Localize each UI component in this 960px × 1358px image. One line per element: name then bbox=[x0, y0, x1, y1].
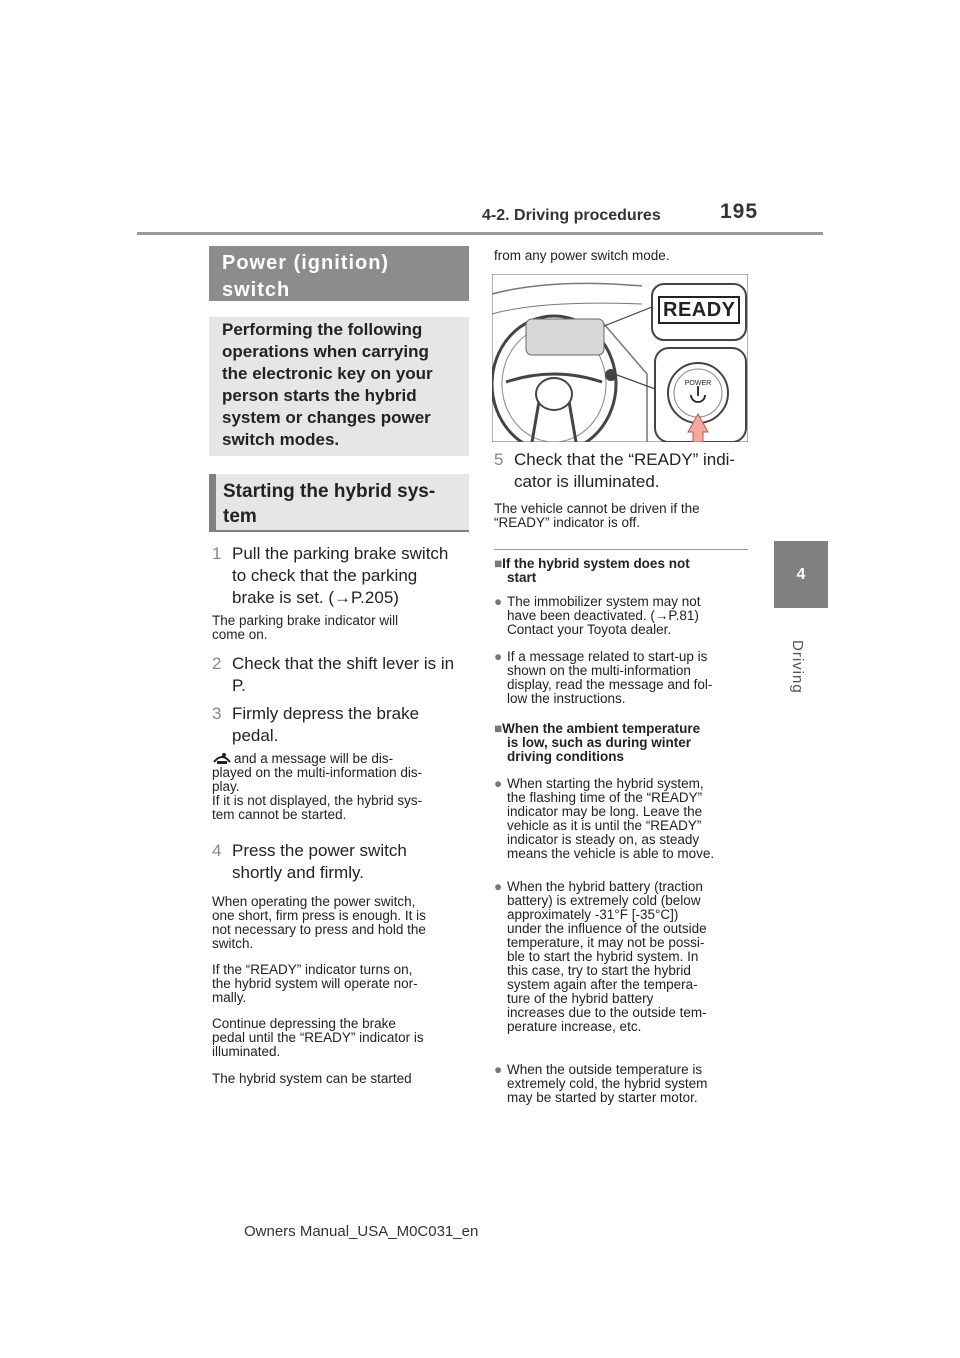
step-4-note-b: If the “READY” indicator turns on, the hybrid system will operate nor- mally. bbox=[212, 962, 418, 1005]
subsection-rule bbox=[209, 530, 469, 532]
section-heading: Power (ignition) switch bbox=[222, 252, 390, 301]
subsection-heading: Starting the hybrid sys- tem bbox=[223, 481, 436, 527]
chapter-tab-number: 4 bbox=[774, 541, 828, 608]
header-rule bbox=[137, 232, 823, 235]
note-heading-low-temp: ■When the ambient temperature is low, such as during winter driving conditions bbox=[494, 721, 701, 764]
dashboard-illustration bbox=[492, 274, 748, 442]
step-4-note-a: When operating the power switch, one short, firm press is enough. It is not necessary to press and hold the switch. bbox=[212, 894, 426, 951]
step-4-note-d: The hybrid system can be started bbox=[212, 1071, 412, 1086]
ready-indicator-label: READY bbox=[663, 299, 736, 321]
power-switch-label: POWER bbox=[684, 380, 712, 387]
step-3-note: and a message will be dis- played on the multi-information dis- play. If it is not displayed, the hybrid sys- tem cannot be started. bbox=[212, 751, 423, 822]
step-1-note: The parking brake indicator will come on. bbox=[212, 613, 399, 642]
section-title: 4-2. Driving procedures bbox=[482, 207, 661, 224]
page-number: 195 bbox=[720, 200, 759, 223]
step-5-note: The vehicle cannot be driven if the “READY” indicator is off. bbox=[494, 501, 700, 530]
footer-document-id: Owners Manual_USA_M0C031_en bbox=[244, 1223, 479, 1240]
notes-rule bbox=[494, 549, 748, 550]
continued-text: from any power switch mode. bbox=[494, 248, 670, 263]
intro-text: Performing the following operations when carrying the electronic key on your person starts the hybrid system or changes power switch modes. bbox=[222, 320, 433, 449]
step-4-note-c: Continue depressing the brake pedal until the “READY” indicator is illuminated. bbox=[212, 1016, 424, 1059]
note-heading-no-start: ■If the hybrid system does not start bbox=[494, 556, 690, 585]
brake-indicator-icon bbox=[212, 751, 232, 765]
chapter-tab-label: Driving bbox=[789, 640, 806, 694]
